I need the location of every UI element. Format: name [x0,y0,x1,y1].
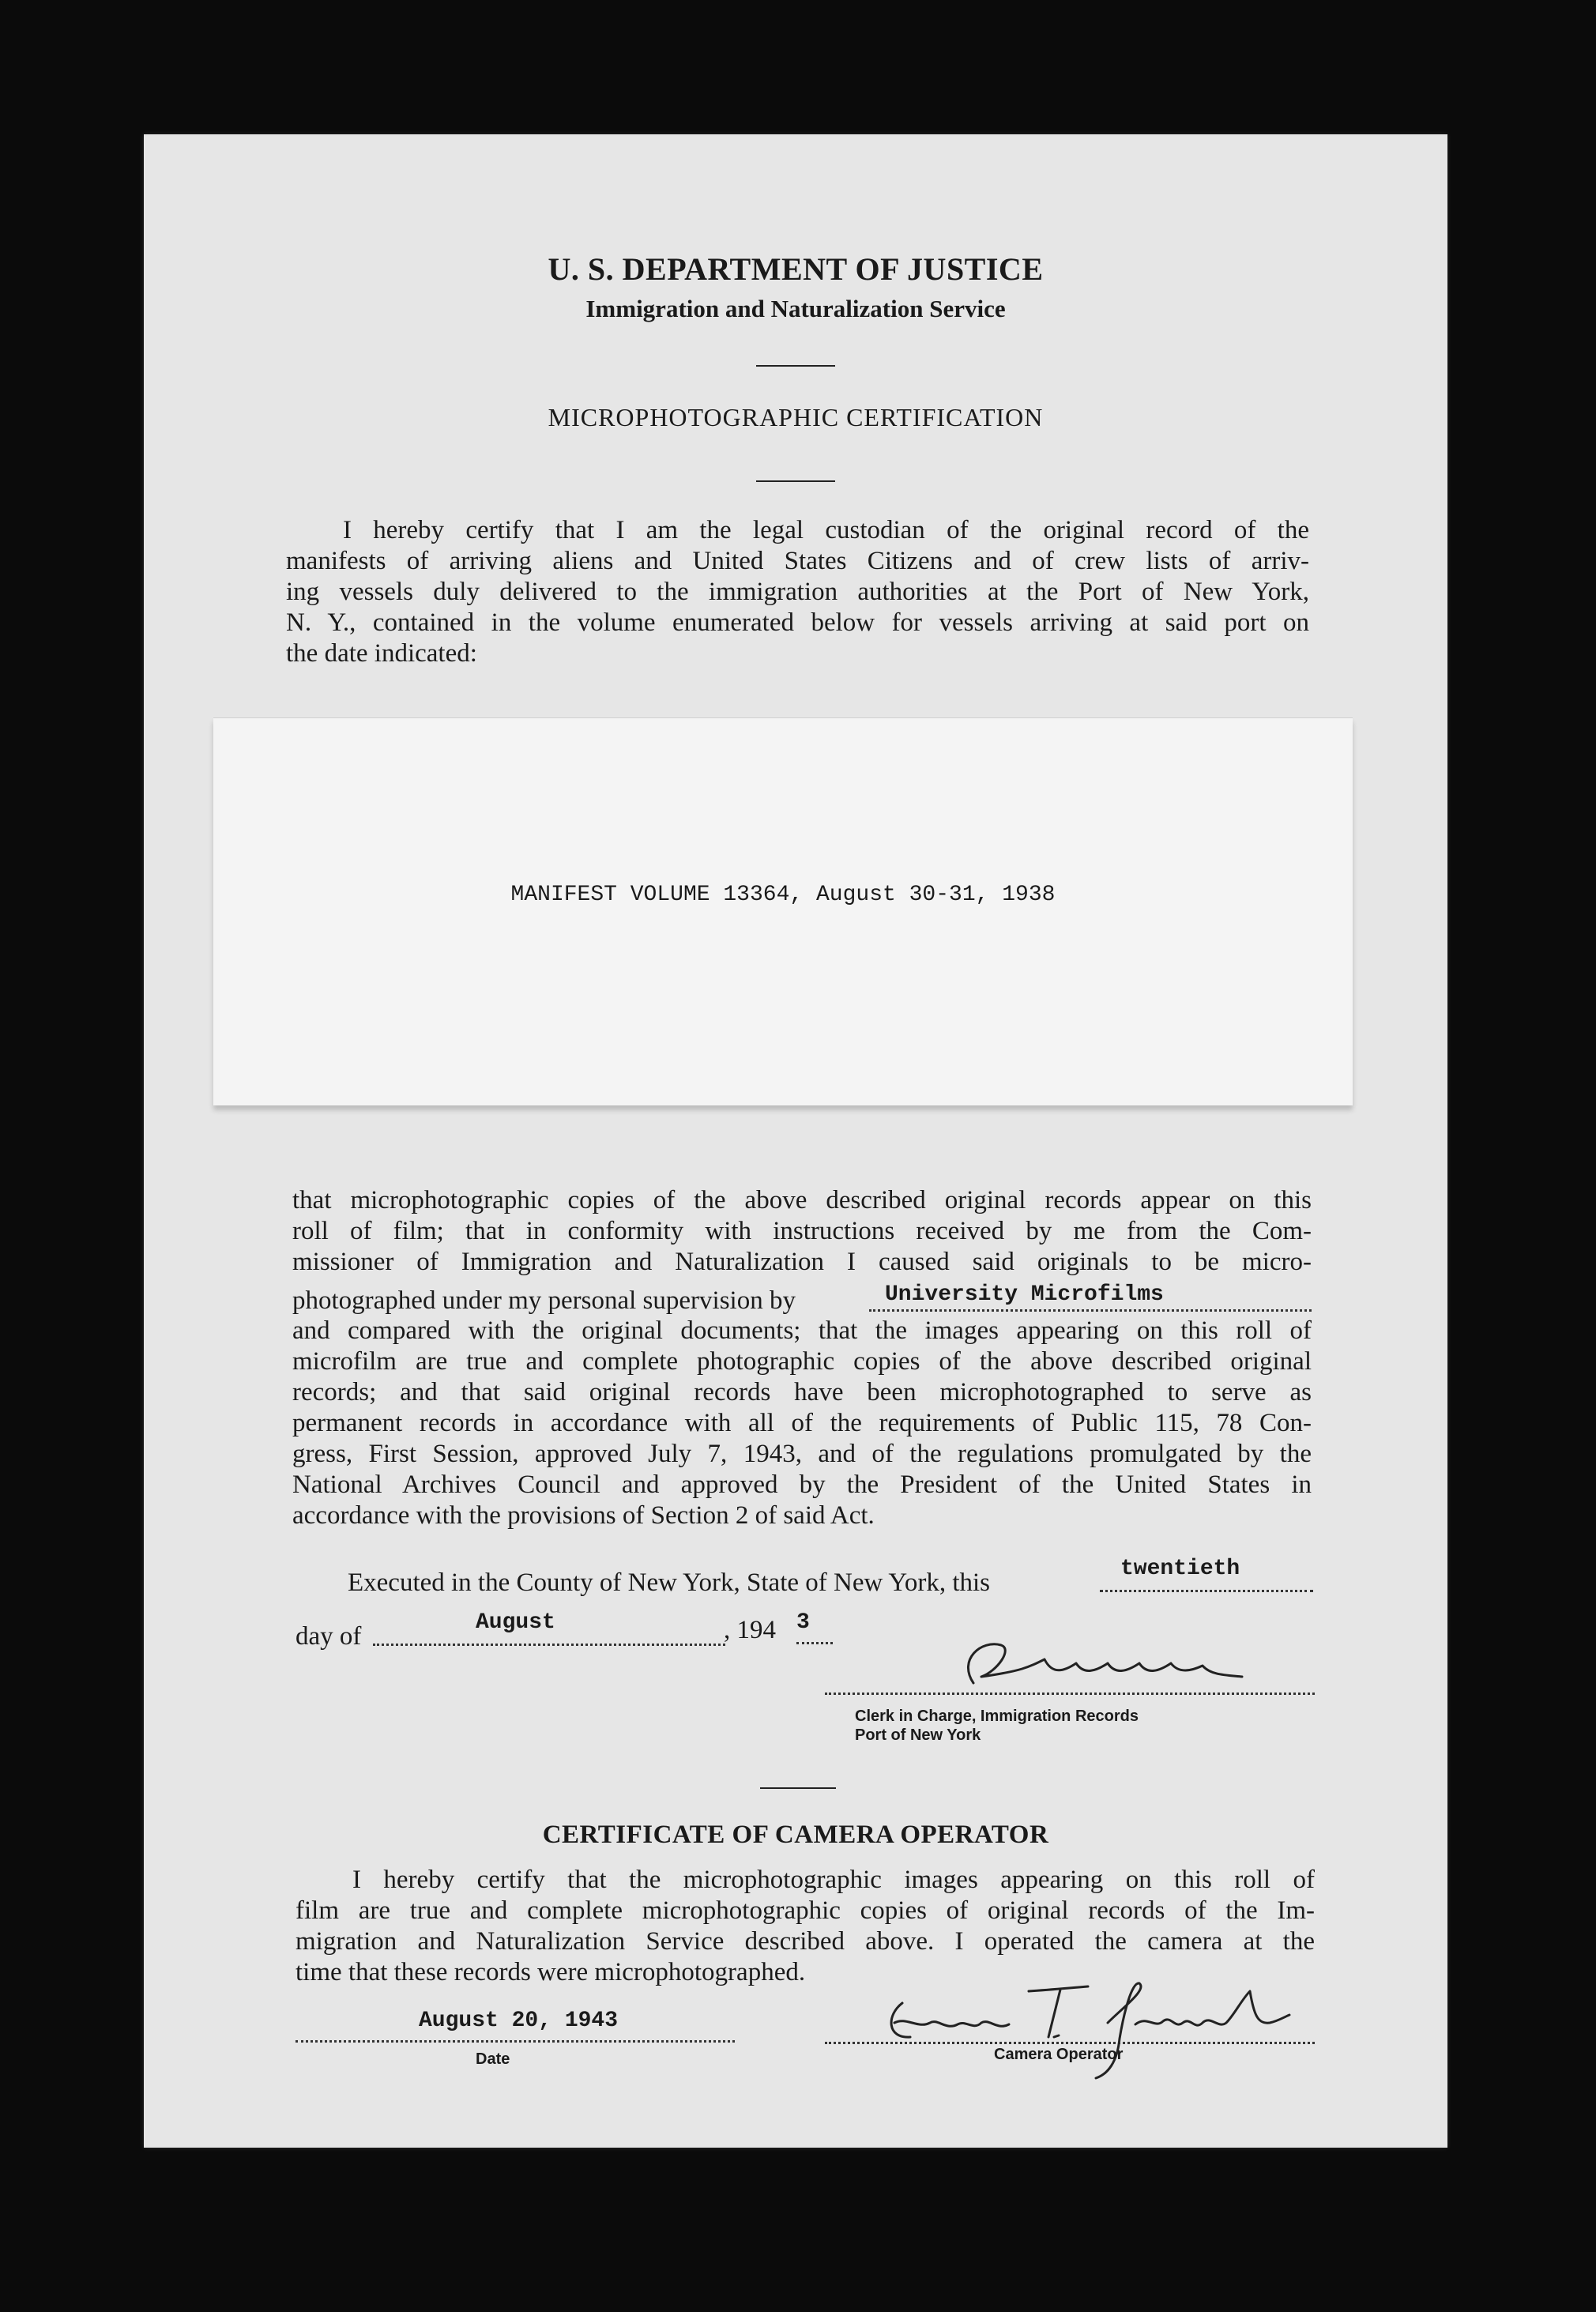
supervisor-value: University Microfilms [885,1282,1164,1307]
body-paragraph [292,1185,1312,1531]
supervisor-field [869,1279,1312,1312]
supervision-prefix: photographed under my personal supervision by [292,1286,796,1315]
divider [756,365,835,367]
year-field [796,1612,833,1644]
intro-line: ing vessels duly delivered to the immigration authorities at the Port of New York, [286,578,1309,606]
body-line: gress, First Session, approved July 7, 1943, and of the regulations promulgated by the [292,1440,1312,1468]
operator-signature [871,1967,1329,2086]
volume-label: MANIFEST VOLUME 13364, August 30-31, 1938 [510,883,1056,907]
operator-label: Camera Operator [994,2046,1124,2063]
body-line: records; and that said original records have been microphotographed to serve as [292,1378,1312,1406]
intro-line: the date indicated: [286,639,477,668]
year-digit: 3 [796,1610,810,1635]
supervision-line [292,1276,1312,1316]
body-line: accordance with the provisions of Section 2 of said Act. [292,1501,875,1530]
divider [756,480,835,482]
camera-date-field [295,2009,735,2043]
camera-line: film are true and complete microphotographic copies of original records of the Im- [295,1896,1315,1925]
intro-line: N. Y., contained in the volume enumerated below for vessels arriving at said port on [286,608,1309,637]
camera-line: time that these records were microphotographed. [295,1958,806,1986]
body-line: and compared with the original documents; that the images appearing on this roll of [292,1316,1312,1345]
month-field [373,1610,725,1646]
certification-title: MICROPHOTOGRAPHIC CERTIFICATION [548,403,1044,431]
day-of-label: day of [295,1622,362,1651]
camera-line: I hereby certify that the microphotographic images appearing on this roll of [352,1866,1315,1894]
executed-prefix: Executed in the County of New York, State of New York, this [348,1568,991,1597]
body-line: missioner of Immigration and Naturalization I caused said originals to be micro- [292,1248,1312,1276]
body-line: roll of film; that in conformity with instructions received by me from the Com- [292,1217,1312,1245]
body-line: microfilm are true and complete photographic copies of the above described original [292,1347,1312,1376]
body-line: that microphotographic copies of the above described original records appear on this [292,1186,1312,1214]
executed-day-field [1100,1558,1313,1592]
volume-slip [213,717,1353,1105]
department-heading: U. S. DEPARTMENT OF JUSTICE [548,251,1044,287]
service-subheading: Immigration and Naturalization Service [585,295,1006,322]
intro-paragraph [286,515,1309,669]
camera-heading: CERTIFICATE OF CAMERA OPERATOR [542,1821,1049,1849]
camera-date-label: Date [476,2050,510,2068]
month-value: August [476,1610,555,1635]
year-prefix: , 194 [724,1616,776,1644]
divider [760,1787,836,1789]
clerk-signature [926,1628,1274,1699]
intro-line: manifests of arriving aliens and United States Citizens and of crew lists of arriv- [286,547,1309,575]
body-line: permanent records in accordance with all of the requirements of Public 115, 78 Con- [292,1409,1312,1437]
camera-line: migration and Naturalization Service described above. I operated the camera at the [295,1927,1315,1956]
certificate-page [144,134,1447,2148]
executed-day-value: twentieth [1120,1557,1240,1581]
clerk-title: Clerk in Charge, Immigration Records [855,1708,1139,1725]
body-line: National Archives Council and approved by the President of the United States in [292,1470,1312,1499]
clerk-port: Port of New York [855,1726,981,1744]
camera-date-value: August 20, 1943 [419,2009,619,2033]
intro-line: I hereby certify that I am the legal custodian of the original record of the [343,516,1309,544]
